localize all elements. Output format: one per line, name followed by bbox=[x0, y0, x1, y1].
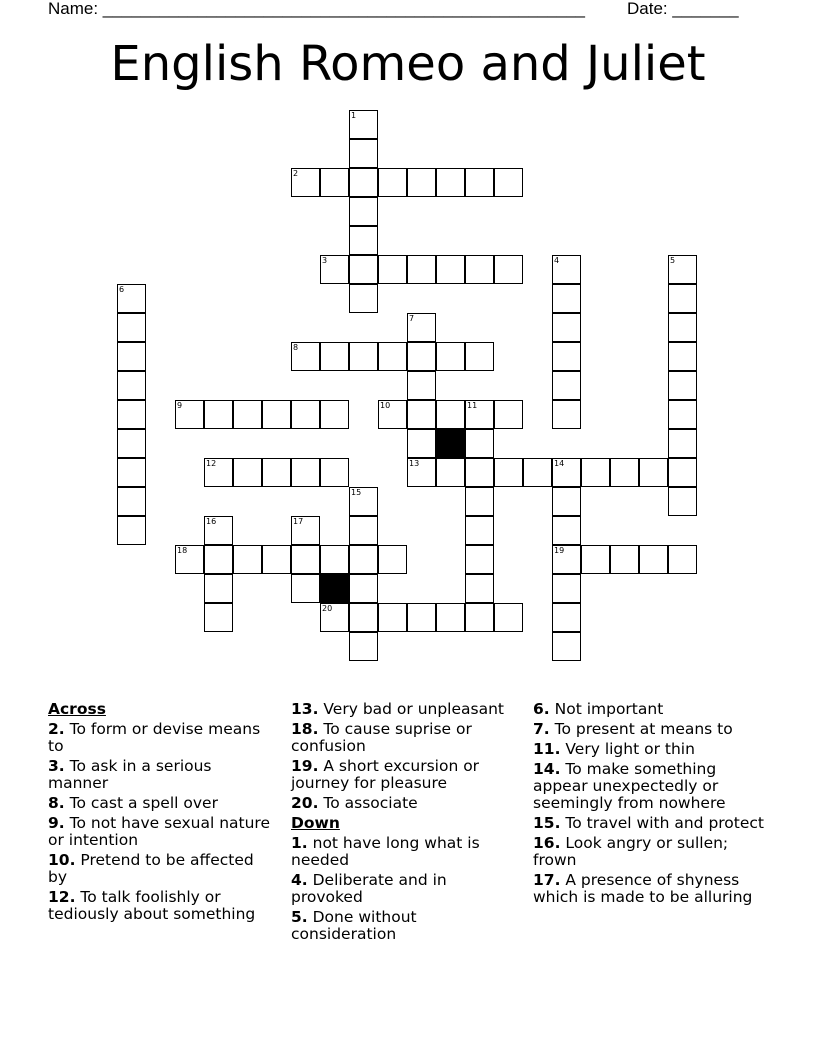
grid-cell[interactable] bbox=[407, 371, 436, 400]
grid-cell[interactable] bbox=[291, 458, 320, 487]
clue-text: Very light or thin bbox=[565, 740, 695, 758]
grid-cell[interactable] bbox=[668, 284, 697, 313]
grid-cell[interactable] bbox=[204, 574, 233, 603]
grid-cell[interactable] bbox=[465, 458, 494, 487]
clue-text: Not important bbox=[554, 700, 664, 718]
grid-cell[interactable] bbox=[175, 545, 204, 574]
grid-cell[interactable] bbox=[581, 545, 610, 574]
cell-number: 6 bbox=[119, 285, 125, 294]
grid-cell[interactable] bbox=[349, 603, 378, 632]
grid-cell[interactable] bbox=[552, 458, 581, 487]
clue-text: Deliberate and in provoked bbox=[291, 871, 447, 906]
grid-cell[interactable] bbox=[465, 255, 494, 284]
clue-number: 2. bbox=[48, 720, 65, 738]
cell-number: 9 bbox=[177, 401, 183, 410]
clue-down-5 bbox=[291, 909, 521, 943]
cell-number: 1 bbox=[351, 111, 357, 120]
grid-cell[interactable] bbox=[668, 400, 697, 429]
clue-text: To ask in a serious manner bbox=[48, 757, 212, 792]
clue-number: 3. bbox=[48, 757, 65, 775]
clue-text: To cause suprise or confusion bbox=[291, 720, 472, 755]
clue-number: 16. bbox=[533, 834, 561, 852]
grid-cell[interactable] bbox=[668, 313, 697, 342]
grid-cell[interactable] bbox=[436, 168, 465, 197]
grid-cell[interactable] bbox=[291, 574, 320, 603]
clue-down-1 bbox=[291, 835, 521, 869]
grid-cell[interactable] bbox=[436, 400, 465, 429]
clue-text: To present at means to bbox=[554, 720, 733, 738]
date-label: Date: _______ bbox=[627, 0, 739, 18]
cell-number: 13 bbox=[409, 459, 420, 468]
grid-cell[interactable] bbox=[291, 168, 320, 197]
clue-text: A short excursion or journey for pleasure bbox=[291, 757, 480, 792]
grid-cell[interactable] bbox=[204, 545, 233, 574]
clue-across-12 bbox=[48, 889, 273, 923]
grid-cell[interactable] bbox=[552, 400, 581, 429]
grid-cell[interactable] bbox=[668, 342, 697, 371]
cell-number: 11 bbox=[467, 401, 478, 410]
clue-number: 5. bbox=[291, 908, 308, 926]
clue-text: To not have sexual nature or intention bbox=[48, 814, 270, 849]
clue-number: 13. bbox=[291, 700, 319, 718]
clue-text: not have long what is needed bbox=[291, 834, 480, 869]
grid-cell[interactable] bbox=[610, 458, 639, 487]
clue-number: 19. bbox=[291, 757, 319, 775]
grid-cell[interactable] bbox=[117, 400, 146, 429]
grid-black-cell bbox=[436, 429, 465, 458]
grid-cell[interactable] bbox=[233, 458, 262, 487]
grid-cell[interactable] bbox=[117, 458, 146, 487]
grid-cell[interactable] bbox=[668, 429, 697, 458]
grid-cell[interactable] bbox=[320, 603, 349, 632]
grid-cell[interactable] bbox=[378, 342, 407, 371]
clue-number: 18. bbox=[291, 720, 319, 738]
clue-number: 15. bbox=[533, 814, 561, 832]
grid-cell[interactable] bbox=[552, 603, 581, 632]
clue-down-16 bbox=[533, 835, 768, 869]
clue-text: Look angry or sullen; frown bbox=[533, 834, 729, 869]
grid-cell[interactable] bbox=[320, 255, 349, 284]
clue-number: 14. bbox=[533, 760, 561, 778]
grid-cell[interactable] bbox=[349, 545, 378, 574]
grid-cell[interactable] bbox=[552, 342, 581, 371]
cell-number: 17 bbox=[293, 517, 304, 526]
grid-cell[interactable] bbox=[349, 487, 378, 516]
grid-cell[interactable] bbox=[320, 342, 349, 371]
grid-cell[interactable] bbox=[407, 168, 436, 197]
grid-cell[interactable] bbox=[465, 603, 494, 632]
grid-cell[interactable] bbox=[610, 545, 639, 574]
grid-cell[interactable] bbox=[552, 545, 581, 574]
grid-cell[interactable] bbox=[639, 545, 668, 574]
grid-cell[interactable] bbox=[204, 516, 233, 545]
grid-cell[interactable] bbox=[407, 400, 436, 429]
clue-down-15 bbox=[533, 815, 768, 832]
grid-cell[interactable] bbox=[378, 400, 407, 429]
grid-cell[interactable] bbox=[552, 371, 581, 400]
grid-cell[interactable] bbox=[407, 603, 436, 632]
grid-cell[interactable] bbox=[117, 313, 146, 342]
grid-cell[interactable] bbox=[117, 429, 146, 458]
grid-cell[interactable] bbox=[494, 168, 523, 197]
grid-cell[interactable] bbox=[320, 458, 349, 487]
clue-down-14 bbox=[533, 761, 768, 812]
grid-cell[interactable] bbox=[291, 342, 320, 371]
grid-cell[interactable] bbox=[552, 574, 581, 603]
clue-across-20 bbox=[291, 795, 521, 812]
clue-number: 6. bbox=[533, 700, 550, 718]
grid-cell[interactable] bbox=[378, 255, 407, 284]
clue-across-3 bbox=[48, 758, 273, 792]
clues-column-3 bbox=[533, 701, 768, 909]
cell-number: 16 bbox=[206, 517, 217, 526]
grid-cell[interactable] bbox=[204, 400, 233, 429]
grid-cell[interactable] bbox=[436, 255, 465, 284]
grid-cell[interactable] bbox=[262, 545, 291, 574]
grid-cell[interactable] bbox=[117, 487, 146, 516]
grid-cell[interactable] bbox=[668, 371, 697, 400]
grid-cell[interactable] bbox=[378, 168, 407, 197]
grid-cell[interactable] bbox=[494, 255, 523, 284]
cell-number: 15 bbox=[351, 488, 362, 497]
cell-number: 3 bbox=[322, 256, 328, 265]
clue-text: To associate bbox=[323, 794, 418, 812]
grid-cell[interactable] bbox=[204, 458, 233, 487]
clue-down-11 bbox=[533, 741, 768, 758]
grid-cell[interactable] bbox=[407, 458, 436, 487]
grid-cell[interactable] bbox=[117, 284, 146, 313]
grid-cell[interactable] bbox=[233, 545, 262, 574]
clue-text: To travel with and protect bbox=[565, 814, 765, 832]
grid-cell[interactable] bbox=[349, 516, 378, 545]
clue-number: 11. bbox=[533, 740, 561, 758]
clue-text: A presence of shyness which is made to be alluring bbox=[533, 871, 753, 906]
cell-number: 12 bbox=[206, 459, 217, 468]
grid-cell[interactable] bbox=[668, 487, 697, 516]
grid-cell[interactable] bbox=[233, 400, 262, 429]
grid-cell[interactable] bbox=[552, 313, 581, 342]
clue-down-17 bbox=[533, 872, 768, 906]
clue-across-19 bbox=[291, 758, 521, 792]
grid-cell[interactable] bbox=[465, 516, 494, 545]
grid-cell[interactable] bbox=[436, 603, 465, 632]
grid-cell[interactable] bbox=[117, 371, 146, 400]
clue-down-4 bbox=[291, 872, 521, 906]
grid-cell[interactable] bbox=[407, 342, 436, 371]
grid-cell[interactable] bbox=[552, 632, 581, 661]
grid-cell[interactable] bbox=[465, 342, 494, 371]
clue-across-13 bbox=[291, 701, 521, 718]
grid-cell[interactable] bbox=[581, 458, 610, 487]
clue-text: Pretend to be affected by bbox=[48, 851, 254, 886]
grid-cell[interactable] bbox=[494, 400, 523, 429]
grid-cell[interactable] bbox=[465, 574, 494, 603]
grid-cell[interactable] bbox=[349, 139, 378, 168]
clue-number: 9. bbox=[48, 814, 65, 832]
cell-number: 14 bbox=[554, 459, 565, 468]
grid-cell[interactable] bbox=[494, 603, 523, 632]
grid-cell[interactable] bbox=[639, 458, 668, 487]
cell-number: 8 bbox=[293, 343, 299, 352]
page-title: English Romeo and Juliet bbox=[110, 36, 706, 92]
grid-cell[interactable] bbox=[320, 545, 349, 574]
clues-column-1 bbox=[48, 701, 273, 926]
across-heading: Across bbox=[48, 700, 106, 718]
cell-number: 20 bbox=[322, 604, 333, 613]
clue-text: Done without consideration bbox=[291, 908, 417, 943]
cell-number: 10 bbox=[380, 401, 391, 410]
grid-cell[interactable] bbox=[262, 400, 291, 429]
grid-cell[interactable] bbox=[349, 110, 378, 139]
grid-cell[interactable] bbox=[668, 458, 697, 487]
grid-cell[interactable] bbox=[349, 197, 378, 226]
clues-column-2 bbox=[291, 701, 521, 946]
grid-cell[interactable] bbox=[291, 545, 320, 574]
grid-cell[interactable] bbox=[552, 284, 581, 313]
grid-cell[interactable] bbox=[436, 458, 465, 487]
clue-across-18 bbox=[291, 721, 521, 755]
down-heading: Down bbox=[291, 814, 340, 832]
clue-text: To make something appear unexpectedly or seemingly from nowhere bbox=[533, 760, 726, 812]
grid-cell[interactable] bbox=[465, 545, 494, 574]
clue-across-9 bbox=[48, 815, 273, 849]
clue-number: 4. bbox=[291, 871, 308, 889]
grid-cell[interactable] bbox=[204, 603, 233, 632]
grid-cell[interactable] bbox=[378, 603, 407, 632]
clue-number: 7. bbox=[533, 720, 550, 738]
grid-cell[interactable] bbox=[494, 458, 523, 487]
grid-cell[interactable] bbox=[552, 487, 581, 516]
cell-number: 7 bbox=[409, 314, 415, 323]
grid-cell[interactable] bbox=[117, 342, 146, 371]
clue-number: 17. bbox=[533, 871, 561, 889]
grid-black-cell bbox=[320, 574, 349, 603]
grid-cell[interactable] bbox=[465, 400, 494, 429]
clue-text: To cast a spell over bbox=[69, 794, 218, 812]
grid-cell[interactable] bbox=[668, 255, 697, 284]
clue-down-6 bbox=[533, 701, 768, 718]
grid-cell[interactable] bbox=[349, 226, 378, 255]
clue-text: To talk foolishly or tediously about something bbox=[48, 888, 256, 923]
grid-cell[interactable] bbox=[291, 516, 320, 545]
clue-number: 10. bbox=[48, 851, 76, 869]
cell-number: 2 bbox=[293, 169, 299, 178]
grid-cell[interactable] bbox=[552, 516, 581, 545]
grid-cell[interactable] bbox=[291, 400, 320, 429]
grid-cell[interactable] bbox=[552, 255, 581, 284]
cell-number: 5 bbox=[670, 256, 676, 265]
grid-cell[interactable] bbox=[349, 284, 378, 313]
clue-down-7 bbox=[533, 721, 768, 738]
clue-text: Very bad or unpleasant bbox=[323, 700, 505, 718]
header-line bbox=[48, 0, 748, 20]
grid-cell[interactable] bbox=[523, 458, 552, 487]
grid-cell[interactable] bbox=[349, 632, 378, 661]
grid-cell[interactable] bbox=[320, 168, 349, 197]
grid-cell[interactable] bbox=[407, 255, 436, 284]
grid-cell[interactable] bbox=[407, 429, 436, 458]
clue-across-8 bbox=[48, 795, 273, 812]
grid-cell[interactable] bbox=[262, 458, 291, 487]
grid-cell[interactable] bbox=[436, 342, 465, 371]
grid-cell[interactable] bbox=[407, 313, 436, 342]
name-label: Name: ___________________________________________________ bbox=[48, 0, 585, 18]
grid-cell[interactable] bbox=[378, 545, 407, 574]
clue-across-2 bbox=[48, 721, 273, 755]
grid-cell[interactable] bbox=[465, 487, 494, 516]
clue-across-10 bbox=[48, 852, 273, 886]
grid-cell[interactable] bbox=[320, 400, 349, 429]
clue-number: 12. bbox=[48, 888, 76, 906]
grid-cell[interactable] bbox=[349, 255, 378, 284]
grid-cell[interactable] bbox=[668, 545, 697, 574]
grid-cell[interactable] bbox=[349, 168, 378, 197]
grid-cell[interactable] bbox=[175, 400, 204, 429]
grid-cell[interactable] bbox=[465, 168, 494, 197]
clue-number: 8. bbox=[48, 794, 65, 812]
grid-cell[interactable] bbox=[117, 516, 146, 545]
clue-number: 1. bbox=[291, 834, 308, 852]
clue-text: To form or devise means to bbox=[48, 720, 261, 755]
cell-number: 4 bbox=[554, 256, 560, 265]
grid-cell[interactable] bbox=[465, 429, 494, 458]
clue-number: 20. bbox=[291, 794, 319, 812]
grid-cell[interactable] bbox=[349, 342, 378, 371]
cell-number: 19 bbox=[554, 546, 565, 555]
cell-number: 18 bbox=[177, 546, 188, 555]
grid-cell[interactable] bbox=[349, 574, 378, 603]
